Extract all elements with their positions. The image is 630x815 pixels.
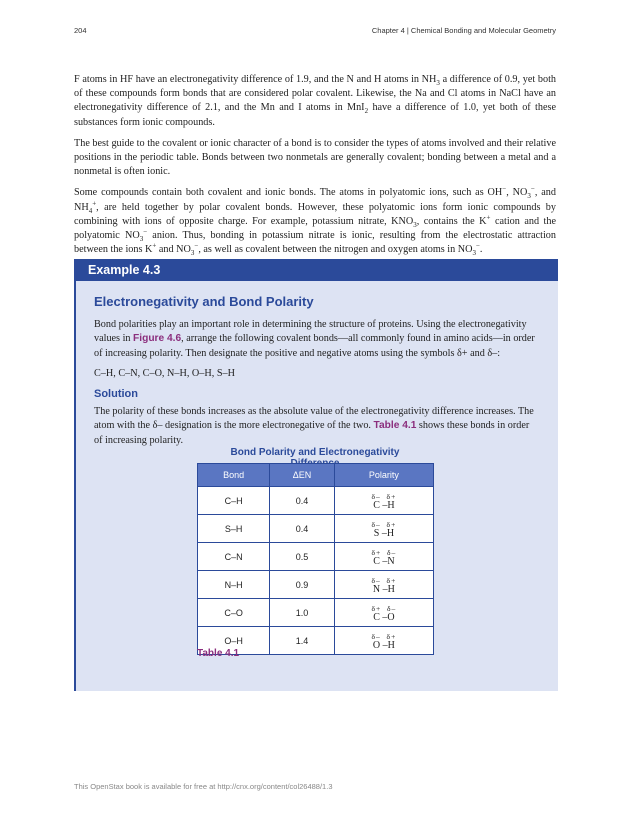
polarity-cell [334,627,433,655]
paragraph-1: F atoms in HF have an electronegativity difference of 1.9, and the N and H atoms in $NH_3$ a difference of 0.9, yet both of these compounds form bonds that are considered polar covalent. Likewise, the Na and Cl atoms in NaCl have an electronegativity difference of 2.1, and the Mn and I atoms in MnI$_2$ have a difference of 1.0, yet both of these substances form ionic compounds. [74,74,556,128]
delta-en-cell: 1.0 [270,599,335,627]
paragraph-2: The best guide to the covalent or ionic character of a bond is to consider the types of atoms involved and their relative positions in the periodic table. Bonds between two nonmetals are generally covalent; bonding between a metal and a nonmetal is often ionic. [74,137,556,178]
bond-cell: C–N [198,543,270,571]
figure-link[interactable]: Figure 4.6 [133,333,182,345]
delta-en-cell: 0.4 [270,487,335,515]
bond-cell: N–H [198,571,270,599]
body-text [74,73,556,264]
table-link[interactable]: Table 4.1 [373,420,417,432]
bond-cell: C–H [198,487,270,515]
polarity-cell [334,599,433,627]
header-delta-en: ΔEN [270,464,335,487]
table-row [198,487,434,515]
table-header-row [198,464,434,487]
bond-cell: S–H [198,515,270,543]
polarity-cell [334,487,433,515]
page-number: 204 [74,26,87,35]
example-title: Electronegativity and Bond Polarity [94,294,314,309]
polarity-cell [334,543,433,571]
polarity-notation: δ– δ+ C –H [371,491,397,511]
solution-text: The polarity of these bonds increases as the absolute value of the electronegativity difference increases. The atom with the δ– designation is the more electronegative of the two. Table 4.1 shows these bonds in order of increasing polarity. [94,406,534,446]
table-row [198,543,434,571]
polarity-notation: δ– δ+ S –H [371,519,397,539]
footer-note: This OpenStax book is available for free at http://cnx.org/content/col26488/1.3 [74,782,333,791]
header-polarity: Polarity [334,464,433,487]
table-title: Bond Polarity and Electronegativity [230,447,400,458]
table-row [198,599,434,627]
bonds-list: C–H, C–N, C–O, N–H, O–H, S–H [94,367,235,379]
polarity-notation: δ– δ+ N –H [371,575,397,595]
polarity-cell [334,571,433,599]
table-row [198,571,434,599]
bond-cell: O–H [198,627,270,655]
polarity-notation: δ– δ+ O –H [371,631,397,651]
delta-en-cell: 1.4 [270,627,335,655]
paragraph-3: Some compounds contain both covalent and ionic bonds. The atoms in polyatomic ions, such as OH−, $NO_3^-$, and $NH_4^+$, are held together by polar covalent bonds. However, these polyatomic ions form ionic compounds by combining with ions of opposite charge. For example, potassium nitrate, $KNO_3$, contains the K+ cation and the polyatomic $NO_3^-$ anion. Thus, bonding in potassium nitrate is ionic, resulting from the electrostatic attraction between the ions K+ and $NO_3^-$, as well as covalent between the nitrogen and oxygen atoms in $NO_3^-$. [74,185,556,258]
polarity-notation: δ+ δ– C –O [371,603,397,623]
polarity-cell [334,515,433,543]
chapter-header: Chapter 4 | Chemical Bonding and Molecular Geometry [371,26,556,35]
table-caption: Table 4.1 [197,648,240,659]
polarity-notation: δ+ δ– C –N [371,547,397,567]
table-row [198,515,434,543]
bond-cell: C–O [198,599,270,627]
example-intro: Bond polarities play an important role in determining the structure of proteins. Using the electronegativity values in Figure 4.6, arrange the following covalent bonds—all commonly found in amino acids—in order of increasing polarity. Then designate the positive and negative atoms using the symbols δ+ and δ–: [94,319,535,359]
solution-heading: Solution [94,388,138,401]
header-bond: Bond [198,464,270,487]
bond-polarity-table [197,463,434,655]
delta-en-cell: 0.9 [270,571,335,599]
delta-en-cell: 0.4 [270,515,335,543]
delta-en-cell: 0.5 [270,543,335,571]
example-label: Example 4.3 [76,259,558,281]
